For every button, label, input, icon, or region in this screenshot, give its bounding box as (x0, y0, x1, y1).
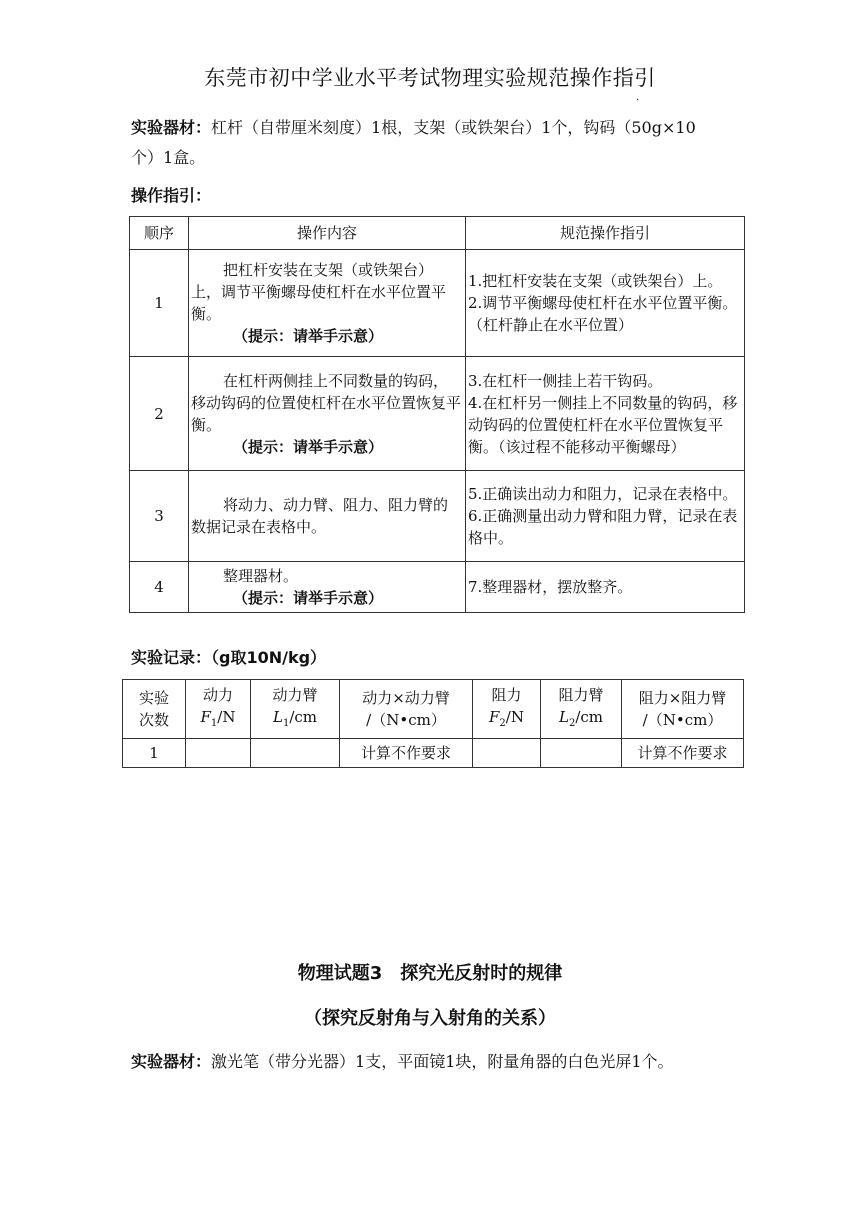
record-cell: 1 (123, 739, 186, 768)
ops-guide-step: 7.整理器材，摆放整齐。 (468, 578, 633, 596)
symbol: L (558, 707, 569, 726)
ops-row-content (189, 562, 466, 613)
ops-header-row (130, 217, 745, 250)
record-header-row (123, 680, 744, 739)
ops-table (129, 216, 745, 613)
unit: /N (505, 707, 524, 726)
mark: . (636, 92, 640, 103)
symbol: F (200, 707, 211, 726)
ops-header-content: 操作内容 (189, 217, 466, 250)
ops-header-guide: 规范操作指引 (466, 217, 745, 250)
materials-paragraph (131, 113, 751, 173)
ops-content-text: 在杠杆两侧挂上不同数量的钩码，移动钩码的位置使杠杆在水平位置恢复平衡。 (191, 371, 462, 434)
header-line: 阻力×阻力臂 (638, 689, 727, 707)
ops-row-guide (466, 471, 745, 562)
symbol: F (489, 707, 500, 726)
header-line: 实验 (138, 689, 169, 707)
header-line: 动力×动力臂 (362, 689, 450, 707)
unit: /N (217, 707, 236, 726)
record-cell: 计算不作要求 (340, 739, 473, 768)
ops-row-content (189, 357, 466, 471)
section-subtitle: （探究反射角与入射角的关系） (304, 1008, 556, 1029)
record-header-trial (123, 680, 186, 739)
subscript: 2 (499, 717, 506, 729)
header-line: 阻力臂 (558, 685, 604, 704)
subscript: 1 (210, 717, 218, 729)
unit: /cm (575, 707, 604, 726)
materials-line2: 个）1盒。 (131, 148, 206, 167)
ops-header-num: 顺序 (130, 217, 189, 250)
record-header-product1 (340, 680, 473, 739)
ops-row-num: 4 (130, 562, 189, 613)
ops-row-content (189, 250, 466, 357)
ops-content-text: 将动力、动力臂、阻力、阻力臂的数据记录在表格中。 (191, 496, 449, 536)
op-guide-heading: 操作指引： (131, 186, 212, 205)
ops-content-text: 把杠杆安装在支架（或铁架台）上，调节平衡螺母使杠杆在水平位置平衡。 (191, 261, 447, 323)
record-cell (473, 739, 541, 768)
ops-content-text: 整理器材。 (223, 567, 299, 585)
materials-line1: 杠杆（自带厘米刻度）1根，支架（或铁架台）1个，钩码（50g×10 (211, 118, 696, 137)
record-cell (186, 739, 251, 768)
record-header-f2 (473, 680, 541, 739)
record-row (123, 739, 744, 768)
ops-guide-step: 4.在杠杆另一侧挂上不同数量的钩码，移动钩码的位置使杠杆在水平位置恢复平衡。（该过程不能移动平衡螺母） (468, 393, 738, 456)
record-cell (251, 739, 340, 768)
header-line: 动力 (202, 685, 233, 704)
section-materials-text: 激光笔（带分光器）1支，平面镜1块，附量角器的白色光屏1个。 (211, 1052, 674, 1071)
ops-row-guide (466, 250, 745, 357)
ops-guide-step: 6.正确测量出动力臂和阻力臂，记录在表格中。 (468, 507, 738, 547)
ops-hint: （提示：请举手示意） (233, 589, 384, 607)
header-line: /（N•cm） (366, 711, 446, 729)
subscript: 1 (282, 717, 290, 729)
ops-hint: （提示：请举手示意） (233, 437, 384, 456)
ops-row-num: 3 (130, 471, 189, 562)
ops-row (130, 250, 745, 357)
ops-guide-step: 5.正确读出动力和阻力，记录在表格中。 (468, 485, 738, 503)
ops-row-content (189, 471, 466, 562)
header-line: /（N•cm） (642, 711, 723, 729)
header-unit (253, 706, 337, 735)
ops-row-num: 1 (130, 250, 189, 357)
materials-label: 实验器材： (131, 118, 212, 137)
ops-guide-step: 3.在杠杆一侧挂上若干钩码。 (468, 371, 663, 390)
header-unit (543, 706, 619, 735)
record-cell (541, 739, 622, 768)
section-materials (131, 1047, 771, 1077)
ops-guide-step: 1.把杠杆安装在支架（或铁架台）上。 (468, 272, 723, 290)
record-header-product2 (622, 680, 744, 739)
record-header-f1 (186, 680, 251, 739)
ops-row (130, 562, 745, 613)
unit: /cm (289, 707, 318, 726)
record-cell: 计算不作要求 (622, 739, 744, 768)
ops-row (130, 357, 745, 471)
header-line: 次数 (138, 711, 169, 729)
record-table (122, 679, 744, 768)
record-heading: 实验记录：（g取10N/kg） (131, 648, 327, 667)
ops-row-guide (466, 562, 745, 613)
ops-row-guide (466, 357, 745, 471)
ops-hint: （提示：请举手示意） (233, 327, 384, 345)
record-header-l2 (541, 680, 622, 739)
header-unit (475, 706, 538, 735)
section-materials-label: 实验器材： (131, 1052, 212, 1071)
ops-row-num: 2 (130, 357, 189, 471)
header-line: 动力臂 (272, 685, 318, 704)
document-title: 东莞市初中学业水平考试物理实验规范操作指引 (204, 66, 656, 90)
section-title: 物理试题3 探究光反射时的规律 (297, 963, 563, 984)
header-unit (188, 706, 248, 735)
ops-guide-step: 2.调节平衡螺母使杠杆在水平位置平衡。（杠杆静止在水平位置） (468, 294, 738, 334)
symbol: L (272, 707, 283, 726)
header-line: 阻力 (491, 685, 522, 704)
record-header-l1 (251, 680, 340, 739)
ops-row (130, 471, 745, 562)
subscript: 2 (568, 717, 576, 729)
